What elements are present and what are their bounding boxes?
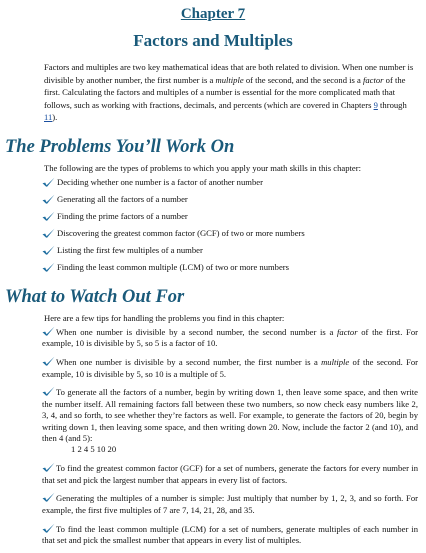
checkmark-icon bbox=[42, 356, 55, 366]
chapter-11-link[interactable]: 11 bbox=[44, 112, 53, 123]
intro-text: of the first. Calculating the factors and multiples of a number is essential for the more complicated math that follows, such as working with fractions, decimals, and percents (which are covered in Chapters bbox=[44, 74, 406, 110]
checkmark-icon bbox=[42, 194, 55, 204]
checkmark-icon bbox=[42, 326, 55, 336]
checkmark-icon bbox=[42, 386, 55, 396]
list-item bbox=[42, 228, 416, 245]
checkmark-icon bbox=[42, 211, 55, 221]
problems-lead: The following are the types of problems to which you apply your math skills in this chapter: bbox=[44, 163, 361, 173]
tip-text: To find the greatest common factor (GCF) for a set of numbers, generate the factors for every number in that set and pick the largest number that appears in every list of factors. bbox=[42, 463, 418, 485]
checkmark-icon bbox=[42, 177, 55, 187]
list-item-text: Discovering the greatest common factor (GCF) of two or more numbers bbox=[57, 228, 305, 238]
tip-text: of the first. For example, 10 is divisible by 5, so 5 is a factor of 10. bbox=[42, 327, 418, 349]
list-item-text: Finding the prime factors of a number bbox=[57, 211, 188, 221]
tip-item bbox=[42, 386, 418, 455]
tip-item bbox=[42, 326, 418, 350]
intro-emphasis: factor bbox=[363, 74, 384, 85]
tip-text: When one number is divisible by a second number, the first number is a bbox=[56, 357, 322, 368]
tip-item bbox=[42, 523, 418, 547]
chapter-9-link[interactable]: 9 bbox=[373, 99, 378, 110]
chapter-title: Factors and Multiples bbox=[133, 31, 293, 50]
section-heading-watch: What to Watch Out For bbox=[5, 287, 185, 307]
list-item bbox=[42, 194, 416, 211]
tip-item bbox=[42, 356, 418, 380]
checkmark-icon bbox=[42, 262, 55, 272]
list-item bbox=[42, 245, 416, 262]
intro-text: ). bbox=[52, 112, 58, 123]
tip-text: To generate all the factors of a number, begin by writing down 1, then leave some space, and then write the number itself. All remaining factors fall between these two numbers, so now check easy numbers like 2, 3, 4, and so forth, to see whether they’re factors as well. For example, to generate the factors of 20, begin by writing down 1, then leaving some space, and then writing down 20. Now, include the factor 2 (and 10), and then 4 (and 5): bbox=[42, 387, 418, 444]
chapter-number: Chapter 7 bbox=[180, 6, 246, 22]
intro-emphasis: multiple bbox=[215, 74, 244, 85]
checkmark-icon bbox=[42, 245, 55, 255]
tips-list bbox=[42, 326, 418, 553]
tip-item bbox=[42, 492, 418, 516]
tip-text: To find the least common multiple (LCM) for a set of numbers, generate multiples of each number in that set and pick the smallest number that appears in every list of multiples. bbox=[42, 523, 418, 546]
checkmark-icon bbox=[42, 492, 55, 502]
factor-series: 1 2 4 5 10 20 bbox=[71, 444, 117, 455]
checkmark-icon bbox=[42, 228, 55, 238]
list-item bbox=[42, 177, 416, 194]
checkmark-icon bbox=[42, 462, 55, 472]
list-item-text: Deciding whether one number is a factor of another number bbox=[57, 177, 263, 187]
intro-text: through bbox=[377, 99, 407, 110]
list-item bbox=[42, 262, 416, 279]
list-item-text: Listing the first few multiples of a number bbox=[57, 245, 203, 255]
intro-text: Factors and multiples are two key mathematical ideas that are both related to division. When one number is divisible by another number, the first number is a bbox=[44, 62, 414, 85]
tip-item bbox=[42, 462, 418, 486]
watch-lead: Here are a few tips for handling the problems you find in this chapter: bbox=[44, 313, 285, 323]
tip-text: of the second. For example, 10 is divisible by 5, so 10 is a multiple of 5. bbox=[42, 357, 419, 379]
tip-text: When one number is divisible by a second number, the second number is a bbox=[56, 327, 338, 337]
intro-paragraph bbox=[44, 61, 416, 124]
list-item bbox=[42, 211, 416, 228]
checkmark-icon bbox=[42, 523, 55, 533]
list-item-text: Generating all the factors of a number bbox=[57, 194, 188, 204]
list-item-text: Finding the least common multiple (LCM) of two or more numbers bbox=[57, 262, 289, 272]
tip-emphasis: factor bbox=[337, 327, 358, 337]
intro-text: of the second, and the second is a bbox=[243, 74, 363, 85]
tip-text: Generating the multiples of a number is simple: Just multiply that number by 1, 2, 3, and so forth. For example, the first five multiples of 7 are 7, 14, 21, 28, and 35. bbox=[42, 493, 418, 515]
tip-emphasis: multiple bbox=[321, 357, 350, 368]
section-heading-problems: The Problems You’ll Work On bbox=[5, 137, 235, 157]
problems-list bbox=[42, 177, 416, 279]
